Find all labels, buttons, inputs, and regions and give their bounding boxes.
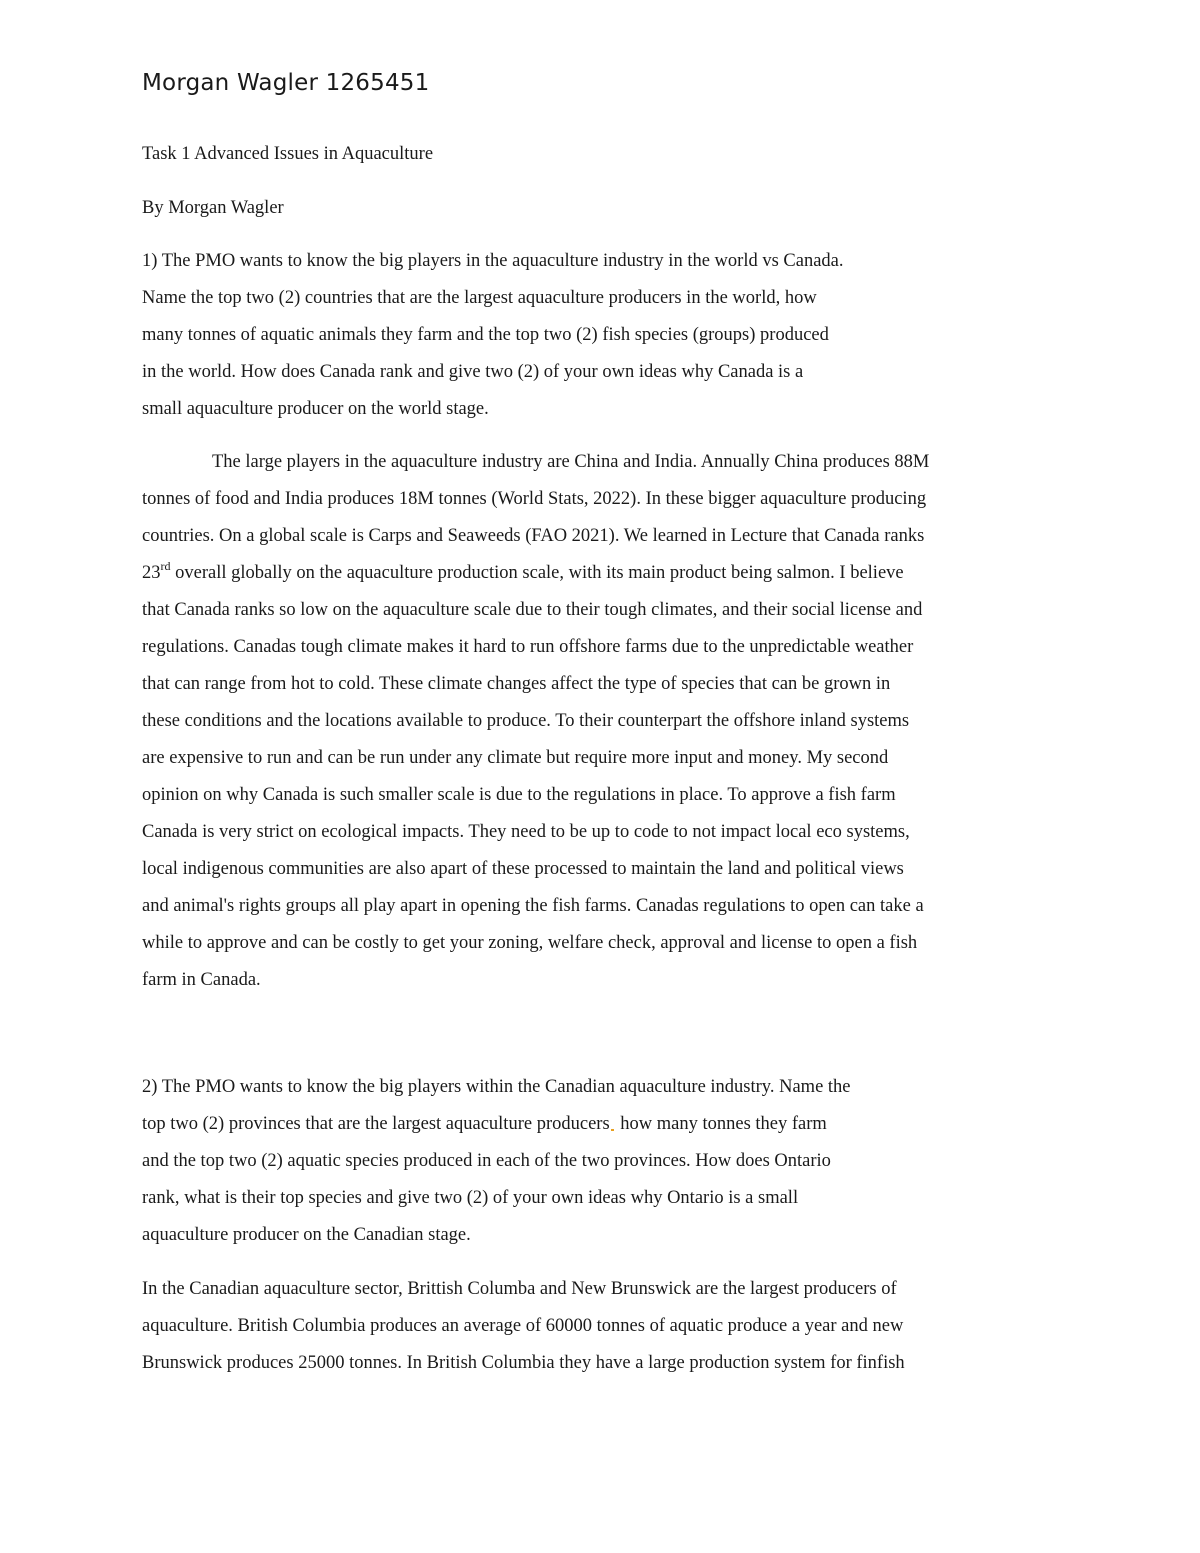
answer-1-rank-line — [142, 555, 1082, 592]
answer-1-line: countries. On a global scale is Carps and Seaweeds (FAO 2021). We learned in Lecture that Canada ranks — [142, 526, 925, 546]
answer-1-line: that Canada ranks so low on the aquaculture scale due to their tough climates, and their social license and — [142, 600, 923, 620]
answer-1-line: tonnes of food and India produces 18M tonnes (World Stats, 2022). In these bigger aquaculture producing — [142, 489, 927, 509]
author-block — [142, 190, 1082, 227]
question-2-line-part: top two (2) provinces that are the largest aquaculture producers — [142, 1114, 610, 1134]
answer-1-line: local indigenous communities are also apart of these processed to maintain the land and political views — [142, 859, 904, 879]
answer-1-line: opinion on why Canada is such smaller scale is due to the regulations in place. To approve a fish farm — [142, 785, 896, 805]
rank-rest: overall globally on the aquaculture production scale, with its main product being salmon. I believe — [170, 563, 904, 583]
answer-1 — [142, 444, 1082, 999]
rank-number: 23 — [142, 563, 161, 583]
author-line: By Morgan Wagler — [142, 198, 284, 218]
answer-1-line: The large players in the aquaculture industry are China and India. Annually China produces 88M — [212, 452, 930, 472]
answer-2-line: Brunswick produces 25000 tonnes. In British Columbia they have a large production system for finfish — [142, 1353, 905, 1373]
task-title: Task 1 Advanced Issues in Aquaculture — [142, 144, 434, 164]
question-2-line: and the top two (2) aquatic species produced in each of the two provinces. How does Ontario — [142, 1151, 831, 1171]
question-2-line-part: how many tonnes they farm — [615, 1114, 827, 1134]
document-header: Morgan Wagler 1265451 — [142, 70, 430, 96]
answer-1-line: while to approve and can be costly to get your zoning, welfare check, approval and license to open a fish — [142, 933, 918, 953]
question-1-line: small aquaculture producer on the world stage. — [142, 399, 489, 419]
answer-1-line: and animal's rights groups all play apart in opening the fish farms. Canadas regulations to open can take a — [142, 896, 924, 916]
answer-1-line: are expensive to run and can be run under any climate but require more input and money. My second — [142, 748, 889, 768]
answer-1-line: these conditions and the locations available to produce. To their counterpart the offshore inland systems — [142, 711, 910, 731]
answer-1-line: farm in Canada. — [142, 970, 261, 990]
answer-1-line: Canada is very strict on ecological impacts. They need to be up to code to not impact local eco systems, — [142, 822, 910, 842]
edit-mark — [611, 1129, 614, 1131]
question-2-line — [142, 1106, 1082, 1143]
question-1-line: Name the top two (2) countries that are the largest aquaculture producers in the world, how — [142, 288, 817, 308]
question-1-line: 1) The PMO wants to know the big players in the aquaculture industry in the world vs Canada. — [142, 251, 844, 271]
rank-suffix: rd — [160, 559, 171, 573]
answer-2-line: aquaculture. British Columbia produces an average of 60000 tonnes of aquatic produce a year and new — [142, 1316, 904, 1336]
answer-1-line: regulations. Canadas tough climate makes it hard to run offshore farms due to the unpredictable weather — [142, 637, 914, 657]
question-2-line: rank, what is their top species and give two (2) of your own ideas why Ontario is a small — [142, 1188, 799, 1208]
answer-2-line: In the Canadian aquaculture sector, Brittish Columba and New Brunswick are the largest producers of — [142, 1279, 897, 1299]
answer-1-line: that can range from hot to cold. These climate changes affect the type of species that can be grown in — [142, 674, 891, 694]
question-2 — [142, 1069, 1082, 1254]
question-2-line: aquaculture producer on the Canadian stage. — [142, 1225, 471, 1245]
question-1 — [142, 243, 1082, 428]
answer-2 — [142, 1271, 1082, 1382]
question-1-line: many tonnes of aquatic animals they farm and the top two (2) fish species (groups) produced — [142, 325, 829, 345]
question-2-line: 2) The PMO wants to know the big players within the Canadian aquaculture industry. Name the — [142, 1077, 851, 1097]
title-block — [142, 136, 1082, 173]
question-1-line: in the world. How does Canada rank and give two (2) of your own ideas why Canada is a — [142, 362, 804, 382]
